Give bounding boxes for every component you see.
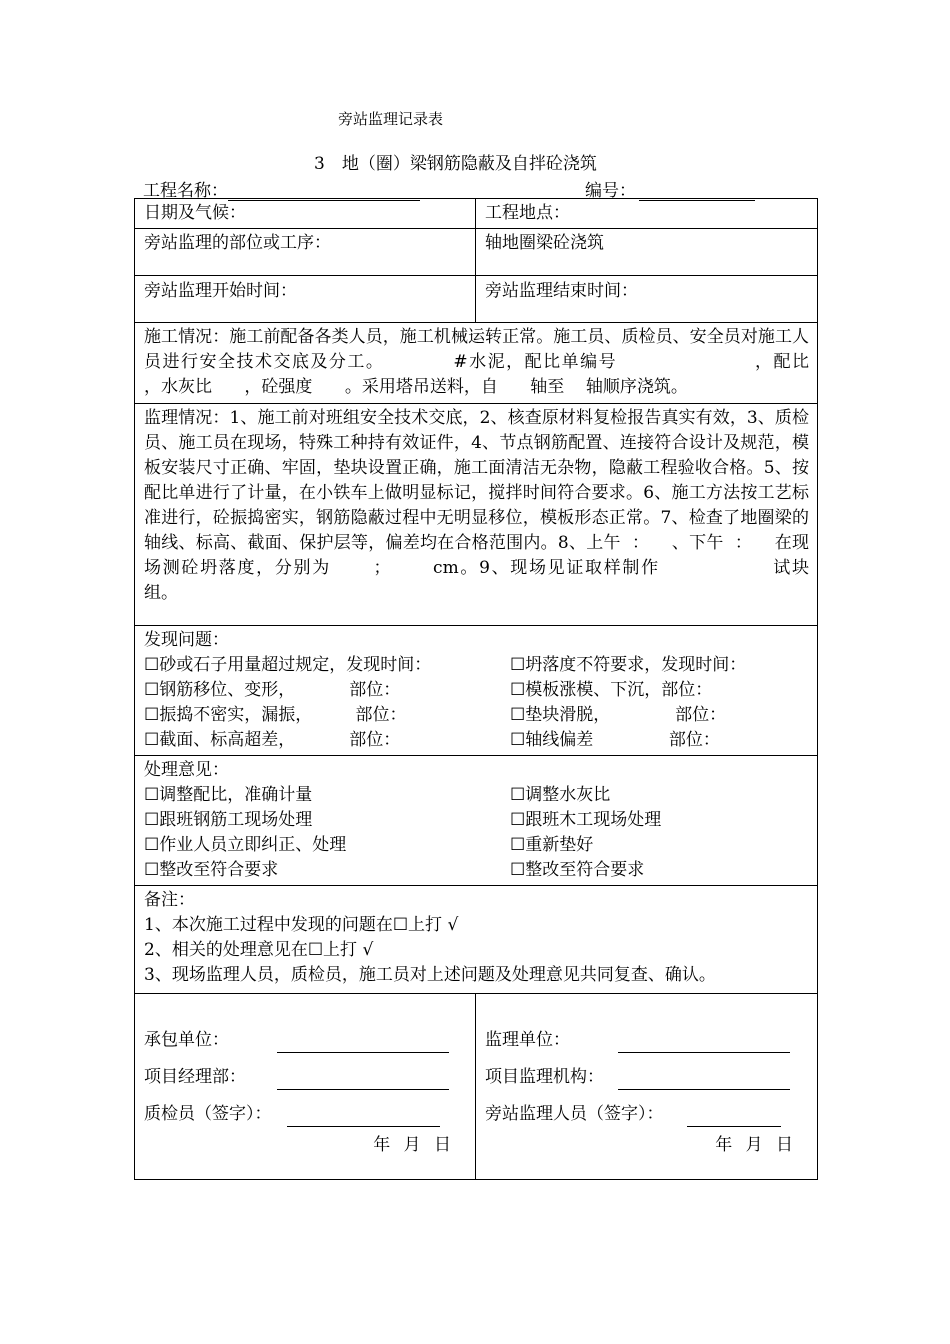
pm-dept-row: 项目经理部： xyxy=(144,1053,467,1090)
problems-label: 发现问题： xyxy=(144,630,229,650)
date-weather-cell[interactable]: 日期及气候： xyxy=(135,199,476,229)
onsite-supervisor-signature-blank[interactable] xyxy=(687,1106,781,1127)
problem-checkbox[interactable]: ☐模板涨模、下沉，部位： xyxy=(510,680,713,700)
handling-checkbox[interactable]: ☐重新垫好 xyxy=(510,835,594,855)
problem-checkbox[interactable]: ☐振捣不密实，漏振， 部位： xyxy=(144,705,407,725)
supervisor-unit-blank[interactable] xyxy=(618,1032,790,1053)
problem-checkbox[interactable]: ☐钢筋移位、变形， 部位： xyxy=(144,680,401,700)
part-label-cell: 旁站监理的部位或工序： xyxy=(135,229,476,276)
problem-checkbox[interactable]: ☐砂或石子用量超过规定，发现时间： xyxy=(144,655,432,675)
row-handling xyxy=(135,756,818,886)
pm-dept-blank[interactable] xyxy=(277,1069,449,1090)
row-construction xyxy=(135,323,818,404)
supervision-org-row: 项目监理机构： xyxy=(485,1053,809,1090)
part-value-cell[interactable]: 轴地圈梁砼浇筑 xyxy=(476,229,818,276)
problem-checkbox[interactable]: ☐坍落度不符要求，发现时间： xyxy=(510,655,747,675)
contractor-date: 年 月 日 xyxy=(373,1135,451,1155)
row-signatures xyxy=(135,994,818,1180)
row-problems xyxy=(135,626,818,756)
problems-cell xyxy=(135,626,818,756)
page-header: 旁站监理记录表 xyxy=(338,110,444,128)
end-time-cell[interactable]: 旁站监理结束时间： xyxy=(476,276,818,323)
handling-checkbox[interactable]: ☐跟班木工现场处理 xyxy=(510,810,662,830)
project-name-label: 工程名称： xyxy=(143,181,228,201)
number-label: 编号： xyxy=(585,181,636,201)
row-remarks xyxy=(135,886,818,994)
remark-line: 1、本次施工过程中发现的问题在☐上打 √ xyxy=(144,915,459,935)
problem-line-2 xyxy=(144,678,809,703)
supervisor-date: 年 月 日 xyxy=(715,1135,793,1155)
handling-line-1 xyxy=(144,783,809,808)
remark-line: 2、相关的处理意见在☐上打 √ xyxy=(144,940,374,960)
problem-checkbox[interactable]: ☐轴线偏差 部位： xyxy=(510,730,720,750)
contractor-unit-blank[interactable] xyxy=(277,1032,449,1053)
handling-checkbox[interactable]: ☐作业人员立即纠正、处理 xyxy=(144,835,347,855)
supervision-cell[interactable] xyxy=(135,404,874,626)
supervisor-signature-cell xyxy=(476,994,818,1180)
handling-checkbox[interactable]: ☐整改至符合要求 xyxy=(144,860,279,880)
handling-line-2 xyxy=(144,808,809,833)
supervision-org-blank[interactable] xyxy=(618,1069,790,1090)
row-times xyxy=(135,276,818,323)
inspector-row: 质检员（签字）： xyxy=(144,1090,467,1127)
supervision-form-table xyxy=(134,198,896,1180)
handling-checkbox[interactable]: ☐整改至符合要求 xyxy=(510,860,645,880)
contractor-signature-cell xyxy=(135,994,476,1180)
handling-checkbox[interactable]: ☐调整水灰比 xyxy=(510,785,611,805)
handling-label: 处理意见： xyxy=(144,760,229,780)
handling-line-4 xyxy=(144,858,809,883)
row-part xyxy=(135,229,818,276)
remark-line: 3、现场监理人员，质检员，施工员对上述问题及处理意见共同复查、确认。 xyxy=(144,965,716,985)
supervisor-unit-row: 监理单位： xyxy=(485,1016,809,1053)
problem-line-1 xyxy=(144,653,809,678)
handling-line-3 xyxy=(144,833,809,858)
remarks-label: 备注： xyxy=(144,890,195,910)
row-supervision xyxy=(135,404,818,626)
construction-text: 施工情况：施工前配备各类人员，施工机械运转正常。施工员、质检员、安全员对施工人员进行安全技术交底及分工。 #水泥，配比单编号 ，配比 ，水灰比 ，砼强度 。采用塔吊送料，自 轴至 轴顺序浇筑。 xyxy=(144,327,896,397)
supervision-text: 监理情况：1、施工前对班组安全技术交底，2、核查原材料复检报告真实有效，3、质检员、施工员在现场，特殊工种持有效证件，4、节点钢筋配置、连接符合设计及规范，模板安装尺寸正确、牢固，垫块设置正确，施工面清洁无杂物，隐蔽工程验收合格。5、按配比单进行了计量，在小铁车上做明显标记，搅拌时间符合要求。6、施工方法按工艺标准进行，砼振捣密实，钢筋隐蔽过程中无明显移位，模板形态正常。7、检查了地圈梁的轴线、标高、截面、保护层等，偏差均在合格范围内。8、上午 ： 、下午 ： 在现场测砼坍落度，分别为 ； cm。9、现场见证取样制作 试块 组。 xyxy=(144,408,874,603)
row-date-location xyxy=(135,199,818,229)
document-title: 3 地（圈）梁钢筋隐蔽及自拌砼浇筑 xyxy=(314,154,597,174)
problem-line-4 xyxy=(144,728,809,753)
location-cell[interactable]: 工程地点： xyxy=(476,199,818,229)
problem-line-3 xyxy=(144,703,809,728)
problem-checkbox[interactable]: ☐垫块滑脱， 部位： xyxy=(510,705,727,725)
start-time-cell[interactable]: 旁站监理开始时间： xyxy=(135,276,476,323)
handling-checkbox[interactable]: ☐跟班钢筋工现场处理 xyxy=(144,810,313,830)
remarks-cell xyxy=(135,886,818,994)
contractor-unit-row: 承包单位： xyxy=(144,1016,467,1053)
problem-checkbox[interactable]: ☐截面、标高超差， 部位： xyxy=(144,730,401,750)
onsite-supervisor-row: 旁站监理人员（签字）： xyxy=(485,1090,809,1127)
handling-checkbox[interactable]: ☐调整配比，准确计量 xyxy=(144,785,313,805)
inspector-signature-blank[interactable] xyxy=(287,1106,440,1127)
handling-cell xyxy=(135,756,818,886)
construction-cell[interactable] xyxy=(135,323,896,404)
